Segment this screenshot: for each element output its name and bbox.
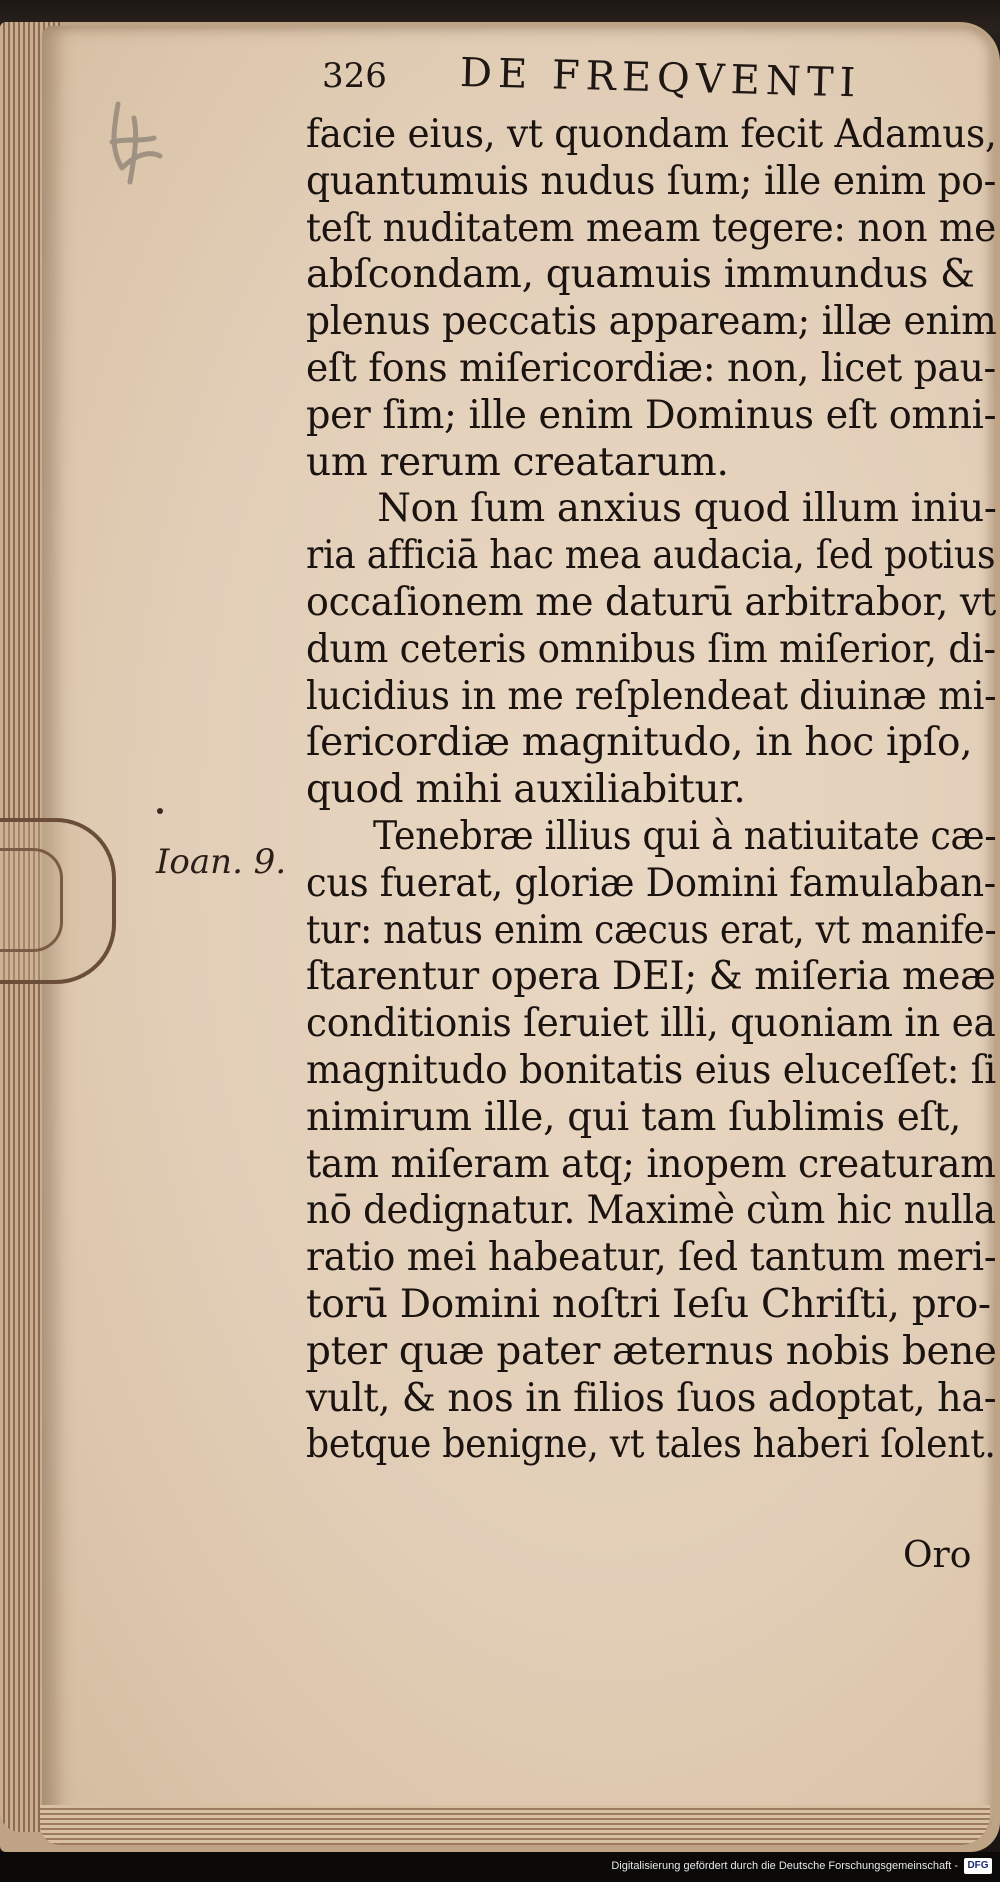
paragraph-start-line: Tenebræ illius qui à natiuitate cæ-: [372, 813, 997, 859]
text-line: vult, & nos in filios ſuos adoptat, ha-: [306, 1375, 997, 1421]
text-line: conditionis ſeruiet illi, quoniam in ea: [306, 1001, 996, 1047]
text-line: plenus peccatis appaream; illæ enim: [306, 299, 997, 345]
text-line: tam miſeram atq; inopem creaturam: [306, 1141, 996, 1187]
bottom-page-edges: [40, 1805, 990, 1845]
text-line: quantumuis nudus ſum; ille enim po-: [306, 158, 997, 204]
dfg-logo-icon: DFG: [964, 1858, 992, 1874]
text-line: nimirum ille, qui tam ſublimis eſt,: [306, 1094, 962, 1140]
text-line: dum ceteris omnibus ſim miſerior, di-: [306, 626, 996, 672]
pencil-mark-icon: [104, 98, 164, 190]
text-line: betque benigne, vt tales haberi ſolent.: [306, 1422, 996, 1468]
running-head: DE FREQVENTI: [459, 50, 862, 107]
paragraph-start-line: Non ſum anxius quod illum iniu-: [377, 486, 997, 532]
clasp-inner: [0, 848, 63, 952]
footer-bar: [0, 1852, 1000, 1882]
margin-note: Ioan. 9.: [156, 842, 287, 882]
text-line: cus fuerat, gloriæ Domini famulaban-: [306, 860, 996, 906]
text-line: magnitudo bonitatis eius eluceſſet: ſi: [306, 1047, 997, 1093]
text-line: facie eius, vt quondam fecit Adamus,: [306, 112, 997, 157]
text-line: ria afficiā hac mea audacia, ſed potius: [306, 533, 996, 579]
text-line: ratio mei habeatur, ſed tantum meri-: [306, 1235, 997, 1281]
text-line: quod mihi auxiliabitur.: [306, 767, 746, 813]
text-line: eſt fons miſericordiæ: non, licet pau-: [306, 345, 996, 391]
text-line: um rerum creatarum.: [306, 439, 729, 485]
text-line: pter quæ pater æternus nobis bene: [306, 1328, 997, 1374]
text-line: lucidius in me reſplendeat diuinæ mi-: [306, 673, 997, 719]
text-line: teſt nuditatem meam tegere: non me: [306, 205, 996, 251]
text-line: occaſionem me daturū arbitrabor, vt: [306, 579, 997, 625]
page-number: 326: [322, 56, 387, 96]
text-line: per ſim; ille enim Dominus eſt omni-: [306, 392, 997, 438]
text-line: ſtarentur opera DEI; & miſeria meæ: [306, 954, 996, 1000]
text-line: abſcondam, quamuis immundus &: [306, 252, 975, 298]
text-line: nō dedignatur. Maximè cùm hic nulla: [306, 1188, 996, 1234]
text-line: tur: natus enim cæcus erat, vt manife-: [306, 907, 997, 953]
margin-dot: [157, 808, 163, 814]
catchword: Oro: [903, 1535, 972, 1576]
text-line: torū Domini noſtri Ieſu Chriſti, pro-: [306, 1281, 991, 1327]
body-text: [306, 112, 996, 1469]
text-line: ſericordiæ magnitudo, in hoc ipſo,: [306, 720, 973, 766]
footer-credit: Digitalisierung gefördert durch die Deutsche Forschungsgemeinschaft -: [611, 1860, 958, 1872]
